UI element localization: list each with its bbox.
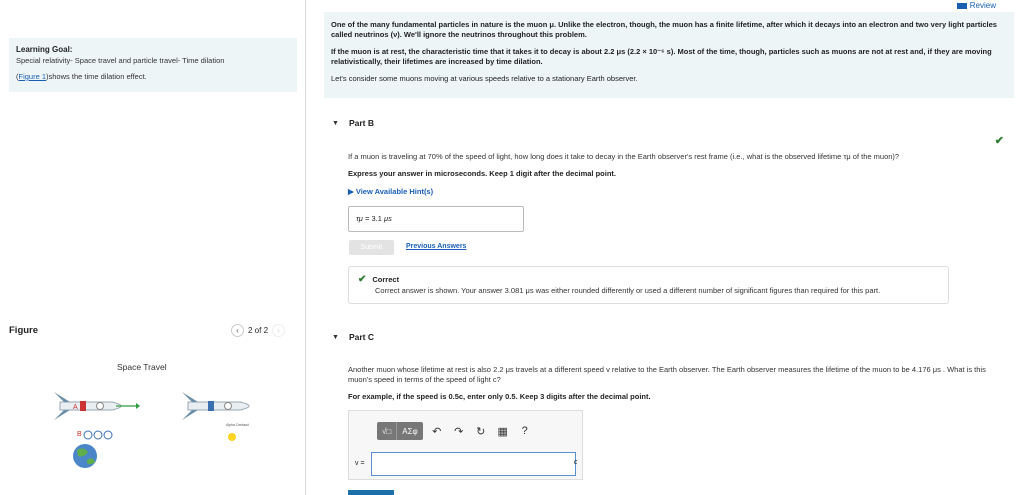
- right-pane: [306, 0, 1024, 495]
- view-hints-link[interactable]: [348, 187, 433, 196]
- math-answer-editor: [348, 410, 583, 480]
- left-pane: [0, 0, 306, 495]
- clock-icon: [84, 431, 92, 439]
- part-b-instruction: Express your answer in microseconds. Keep 1 digit after the decimal point.: [348, 169, 616, 178]
- part-c-header[interactable]: [332, 332, 374, 342]
- redo-icon[interactable]: ↷: [454, 425, 464, 438]
- intro-paragraph-2: If the muon is at rest, the characteristic time that it takes it to decay is about 2.2 μs (2.2 × 10⁻⁶ s). Most of the time, though, particles such as muons are not at rest and, if they are moving relativistically, their lifetimes are increased by time dilation.: [331, 47, 992, 66]
- submit-button[interactable]: Submit: [349, 240, 394, 255]
- templates-button[interactable]: √□: [377, 422, 397, 440]
- next-figure-button[interactable]: ›: [272, 324, 285, 337]
- clock-icon: [94, 431, 102, 439]
- problem-intro: [324, 12, 1014, 98]
- learning-goal-text: Special relativity- Space travel and particle travel- Time dilation: [16, 56, 225, 65]
- earth-icon: [73, 444, 97, 468]
- keyboard-icon[interactable]: ▦: [497, 425, 508, 438]
- figure-caption: Space Travel: [117, 362, 167, 372]
- hint-caret-icon: ▶: [348, 187, 356, 196]
- part-b-answer-field[interactable]: [348, 206, 524, 232]
- unit-c-label: c: [574, 459, 578, 466]
- answer-label: τμ =: [356, 214, 370, 223]
- prev-figure-button[interactable]: ‹: [231, 324, 244, 337]
- collapse-caret-icon[interactable]: ▼: [332, 119, 339, 127]
- answer-unit: μs: [384, 214, 392, 223]
- answer-value: 3.1: [371, 214, 382, 223]
- part-b-question: If a muon is traveling at 70% of the speed of light, how long does it take to decay in the Earth observer's rest frame (i.e., what is the observed lifetime τμ of the muon)?: [348, 152, 900, 161]
- correct-feedback: [348, 266, 949, 304]
- v-label: v =: [355, 460, 365, 467]
- review-link[interactable]: [957, 1, 996, 10]
- figure-reference-text: shows the time dilation effect.: [48, 72, 147, 81]
- figure-pager: [231, 324, 285, 337]
- alpha-centauri-label: Alpha Centauri: [226, 423, 250, 427]
- editor-toolbar: [377, 422, 533, 440]
- correct-text: Correct answer is shown. Your answer 3.081 μs was either rounded differently or used a different number of significant figures than required for this part.: [375, 286, 881, 295]
- correct-title: Correct: [372, 275, 400, 284]
- template-symbol-group: [377, 422, 423, 440]
- intro-paragraph-1: One of the many fundamental particles in nature is the muon μ. Unlike the electron, though, the muon has a finite lifetime, after which it decays into an electron and two very light particles called neutrinos (ν). We'll ignore the neutrinos throughout this problem.: [331, 20, 997, 39]
- figure-reference: (Figure 1)shows the time dilation effect.: [16, 72, 147, 81]
- part-c-instruction: For example, if the speed is 0.5c, enter only 0.5. Keep 3 digits after the decimal point.: [348, 392, 651, 401]
- collapse-caret-icon[interactable]: ▼: [332, 333, 339, 341]
- part-b-complete-check-icon: ✔: [994, 135, 1004, 147]
- rocket-a: [54, 392, 140, 420]
- part-b-header[interactable]: [332, 118, 374, 128]
- rocket-a-label: A: [73, 404, 78, 411]
- part-c-title: Part C: [348, 332, 374, 342]
- star-icon: [228, 433, 236, 441]
- help-icon[interactable]: ?: [521, 425, 528, 437]
- review-label: Review: [969, 1, 996, 10]
- space-travel-figure: [50, 380, 260, 475]
- intro-paragraph-3: Let's consider some muons moving at various speeds relative to a stationary Earth observer.: [331, 74, 638, 83]
- v-answer-input[interactable]: [371, 452, 576, 476]
- learning-goal-title: Learning Goal:: [16, 45, 73, 54]
- part-c-question: Another muon whose lifetime at rest is also 2.2 μs travels at a different speed v relative to the Earth observer. The Earth observer measures the lifetime of the muon to be 4.176 μs . What is this muon's speed in terms of the speed of light c?: [348, 365, 986, 384]
- pager-text: 2 of 2: [248, 326, 269, 335]
- review-icon: [957, 3, 967, 9]
- figure-link[interactable]: Figure 1: [18, 72, 47, 81]
- previous-answers-link[interactable]: Previous Answers: [406, 243, 467, 250]
- undo-icon[interactable]: ↶: [432, 425, 442, 438]
- reset-icon[interactable]: ↻: [476, 425, 486, 438]
- part-b-title: Part B: [348, 118, 374, 128]
- clock-icon: [104, 431, 112, 439]
- rocket-arrived: [182, 392, 249, 420]
- rocket-b-label: B: [77, 431, 82, 438]
- correct-check-icon: ✔: [358, 274, 367, 285]
- hints-label: View Available Hint(s): [355, 187, 434, 196]
- learning-goal-box: [9, 38, 297, 92]
- submit-button-part-c[interactable]: [348, 490, 394, 495]
- figure-title: Figure: [9, 325, 39, 336]
- symbols-button[interactable]: ΑΣφ: [402, 426, 418, 436]
